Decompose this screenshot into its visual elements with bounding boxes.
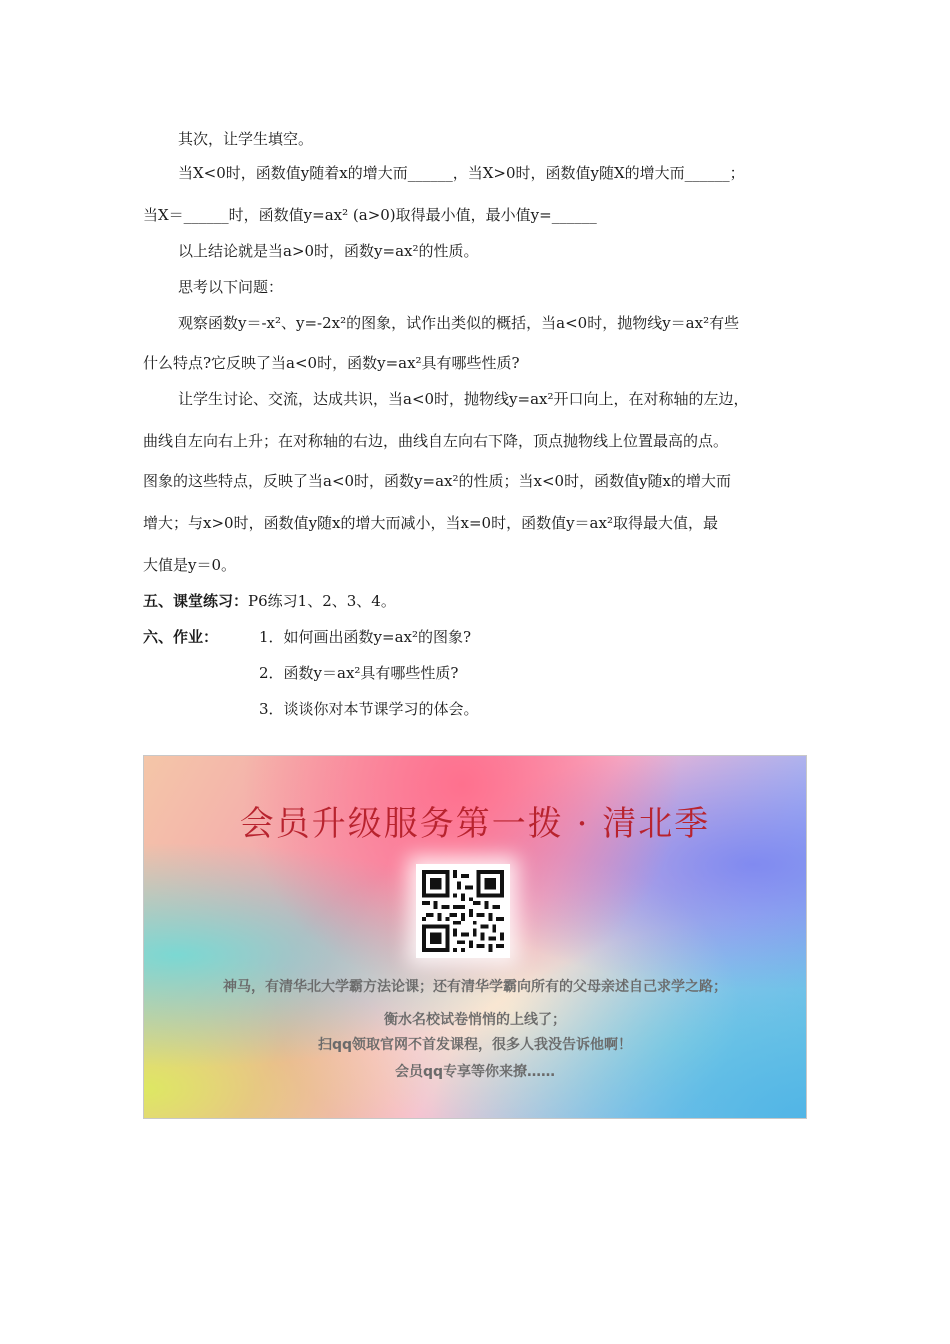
homework-item-3: 3．谈谈你对本节课学习的体会。 xyxy=(259,700,479,718)
section-5-text: P6练习1、2、3、4。 xyxy=(248,592,396,610)
paragraph-7: 什么特点?它反映了当a<0时，函数y=ax²具有哪些性质? xyxy=(143,354,520,372)
paragraph-2: 当X<0时，函数值y随着x的增大而______，当X>0时，函数值y随X的增大而______； xyxy=(178,164,745,182)
section-5-label: 五、课堂练习： xyxy=(143,592,249,610)
paragraph-12: 大值是y＝0。 xyxy=(143,556,237,574)
homework-item-2: 2．函数y＝ax²具有哪些性质? xyxy=(259,664,459,682)
banner-line-3: 扫qq领取官网不首发课程，很多人我没告诉他啊！ xyxy=(317,1037,633,1053)
homework-item-1: 1．如何画出函数y=ax²的图象? xyxy=(259,628,472,646)
paragraph-1: 其次，让学生填空。 xyxy=(178,130,314,148)
paragraph-4: 以上结论就是当a>0时，函数y=ax²的性质。 xyxy=(178,242,479,260)
section-5 xyxy=(143,590,396,612)
paragraph-5: 思考以下问题： xyxy=(178,278,284,296)
banner-line-4: 会员qq专享等你来撩…… xyxy=(394,1064,556,1080)
qr-code-icon[interactable] xyxy=(416,864,510,958)
paragraph-3: 当X＝______时，函数值y=ax² (a>0)取得最小值，最小值y=______ xyxy=(143,206,597,224)
paragraph-8: 让学生讨论、交流，达成共识，当a<0时，抛物线y=ax²开口向上，在对称轴的左边， xyxy=(178,390,749,408)
paragraph-6: 观察函数y＝-x²、y=-2x²的图象，试作出类似的概括，当a<0时，抛物线y＝ax²有些 xyxy=(178,314,740,332)
paragraph-10: 图象的这些特点，反映了当a<0时，函数y=ax²的性质；当x<0时，函数值y随x的增大而 xyxy=(143,472,732,490)
banner-line-1: 神马，有清华北大学霸方法论课；还有清华学霸向所有的父母亲述自己求学之路； xyxy=(223,979,727,995)
section-6-label: 六、作业： xyxy=(143,628,219,646)
paragraph-9: 曲线自左向右上升；在对称轴的右边，曲线自左向右下降，顶点抛物线上位置最高的点。 xyxy=(143,432,729,450)
banner-title: 会员升级服务第一拨 · 清北季 xyxy=(239,804,711,844)
promo-banner xyxy=(143,755,807,1119)
paragraph-11: 增大；与x>0时，函数值y随x的增大而减小，当x=0时，函数值y＝ax²取得最大值，最 xyxy=(143,514,718,532)
banner-line-2: 衡水名校试卷悄悄的上线了； xyxy=(384,1012,566,1028)
